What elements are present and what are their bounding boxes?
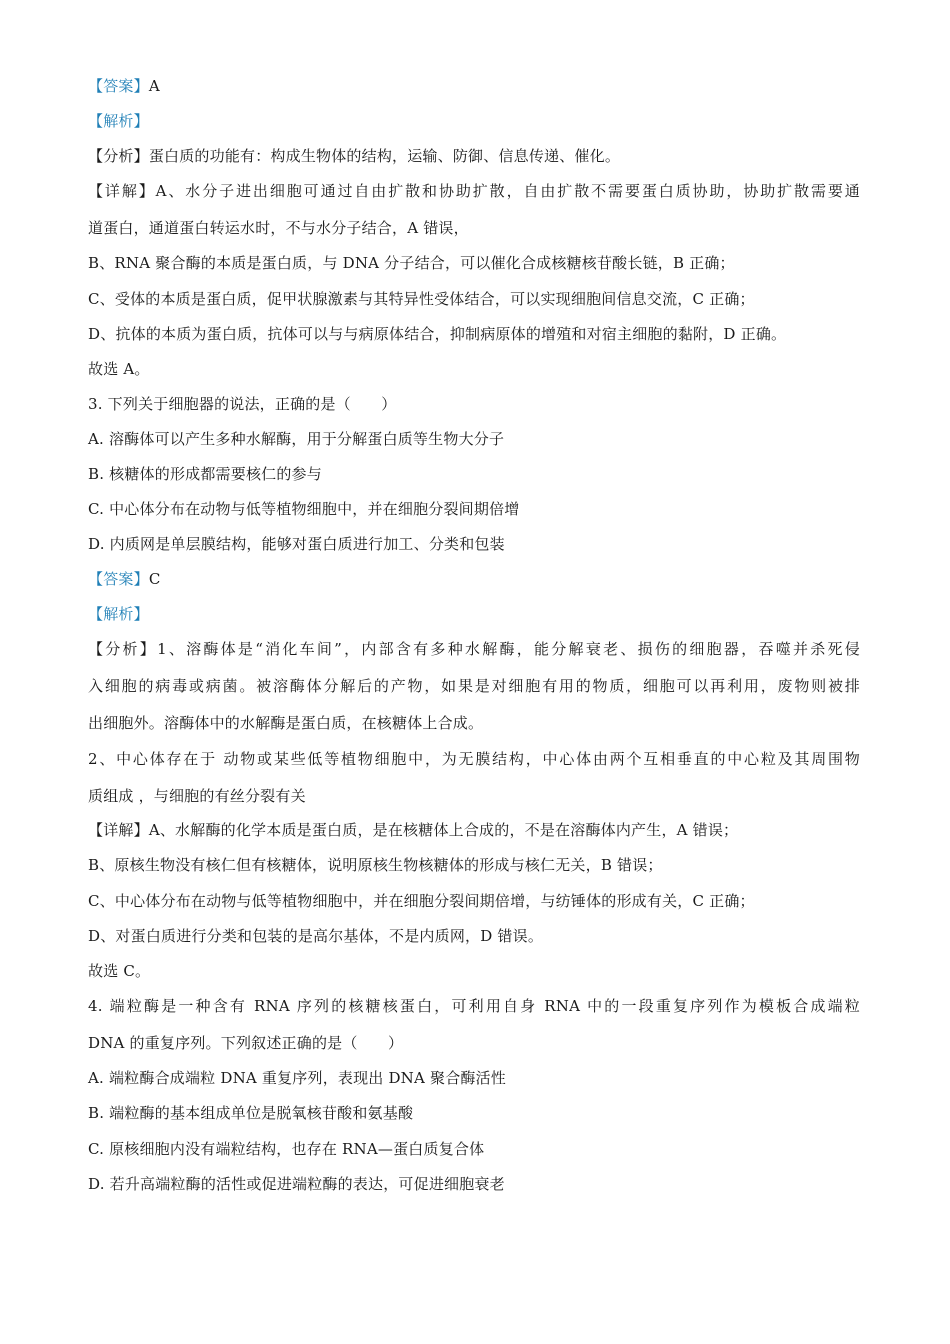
- fenxi-line: [88, 639, 860, 659]
- detail-c: C、中心体分布在动物与低等植物细胞中，并在细胞分裂间期倍增，与纺锤体的形成有关，C 正确；: [88, 892, 755, 910]
- question-4-option-a: A. 端粒酶合成端粒 DNA 重复序列，表现出 DNA 聚合酶活性: [88, 1069, 507, 1087]
- fenxi-line5: 质组成 ，与细胞的有丝分裂有关: [88, 787, 306, 805]
- detail-a: A、水解酶的化学本质是蛋白质，是在核糖体上合成的，不是在溶酶体内产生，A 错误；: [148, 821, 739, 839]
- fenxi-line2: 入细胞的病毒或病菌。被溶酶体分解后的产物，如果是对细胞有用的物质，细胞可以再利用，废物则被排: [88, 677, 860, 695]
- detail-d: D、对蛋白质进行分类和包装的是高尔基体，不是内质网，D 错误。: [88, 927, 544, 945]
- fenxi-label: 【分析】: [88, 640, 158, 658]
- detail-line: [88, 181, 860, 201]
- detail-c: C、受体的本质是蛋白质，促甲状腺激素与其特异性受体结合，可以实现细胞间信息交流，C 正确；: [88, 290, 755, 308]
- answer-value: A: [148, 77, 160, 95]
- question-4-option-b: B. 端粒酶的基本组成单位是脱氧核苷酸和氨基酸: [88, 1104, 414, 1122]
- answer-label: 【答案】: [88, 570, 149, 588]
- answer-line: [88, 569, 161, 589]
- answer-line: [88, 76, 160, 96]
- answer-value: C: [148, 570, 161, 588]
- detail-a-line1: A、水分子进出细胞可通过自由扩散和协助扩散，自由扩散不需要蛋白质协助，协助扩散需要通: [155, 182, 860, 200]
- question-3-option-c: C. 中心体分布在动物与低等植物细胞中，并在细胞分裂间期倍增: [88, 500, 520, 518]
- fenxi-line: [88, 146, 620, 166]
- analysis-label: 【解析】: [88, 605, 149, 623]
- analysis-label: 【解析】: [88, 112, 149, 130]
- conclusion: 故选 A。: [88, 360, 150, 378]
- fenxi-label: 【分析】: [88, 147, 149, 165]
- question-4-stem-line2: DNA 的重复序列。下列叙述正确的是（ ）: [88, 1034, 404, 1052]
- conclusion: 故选 C。: [88, 962, 151, 980]
- fenxi-line1: 1、溶酶体是“消化车间”，内部含有多种水解酶，能分解衰老、损伤的细胞器，吞噬并杀死侵: [157, 640, 860, 658]
- fenxi-line4: 2、中心体存在于 动物或某些低等植物细胞中，为无膜结构，中心体由两个互相垂直的中心粒及其周围物: [88, 750, 860, 768]
- question-4-option-c: C. 原核细胞内没有端粒结构，也存在 RNA—蛋白质复合体: [88, 1140, 485, 1158]
- fenxi-line3: 出细胞外。溶酶体中的水解酶是蛋白质，在核糖体上合成。: [88, 714, 484, 732]
- xiangjie-label: 【详解】: [88, 821, 149, 839]
- question-4-stem-line1: 4. 端粒酶是一种含有 RNA 序列的核糖核蛋白，可利用自身 RNA 中的一段重复序列作为模板合成端粒: [88, 997, 860, 1015]
- detail-line: [88, 820, 738, 840]
- question-4-option-d: D. 若升高端粒酶的活性或促进端粒酶的表达，可促进细胞衰老: [88, 1175, 505, 1193]
- answer-label: 【答案】: [88, 77, 149, 95]
- detail-b: B、原核生物没有核仁但有核糖体，说明原核生物核糖体的形成与核仁无关，B 错误；: [88, 856, 663, 874]
- question-3-option-d: D. 内质网是单层膜结构，能够对蛋白质进行加工、分类和包装: [88, 535, 505, 553]
- question-3-option-a: A. 溶酶体可以产生多种水解酶，用于分解蛋白质等生物大分子: [88, 430, 505, 448]
- xiangjie-label: 【详解】: [88, 182, 156, 200]
- question-3-option-b: B. 核糖体的形成都需要核仁的参与: [88, 465, 322, 483]
- detail-d: D、抗体的本质为蛋白质，抗体可以与与病原体结合，抑制病原体的增殖和对宿主细胞的黏附，D 正确。: [88, 325, 787, 343]
- question-3-stem: 3. 下列关于细胞器的说法，正确的是（ ）: [88, 395, 397, 413]
- detail-b: B、RNA 聚合酶的本质是蛋白质，与 DNA 分子结合，可以催化合成核糖核苷酸长链，B 正确；: [88, 254, 735, 272]
- fenxi-text: 蛋白质的功能有：构成生物体的结构，运输、防御、信息传递、催化。: [148, 147, 621, 165]
- detail-a-line2: 道蛋白，通道蛋白转运水时，不与水分子结合，A 错误，: [88, 219, 469, 237]
